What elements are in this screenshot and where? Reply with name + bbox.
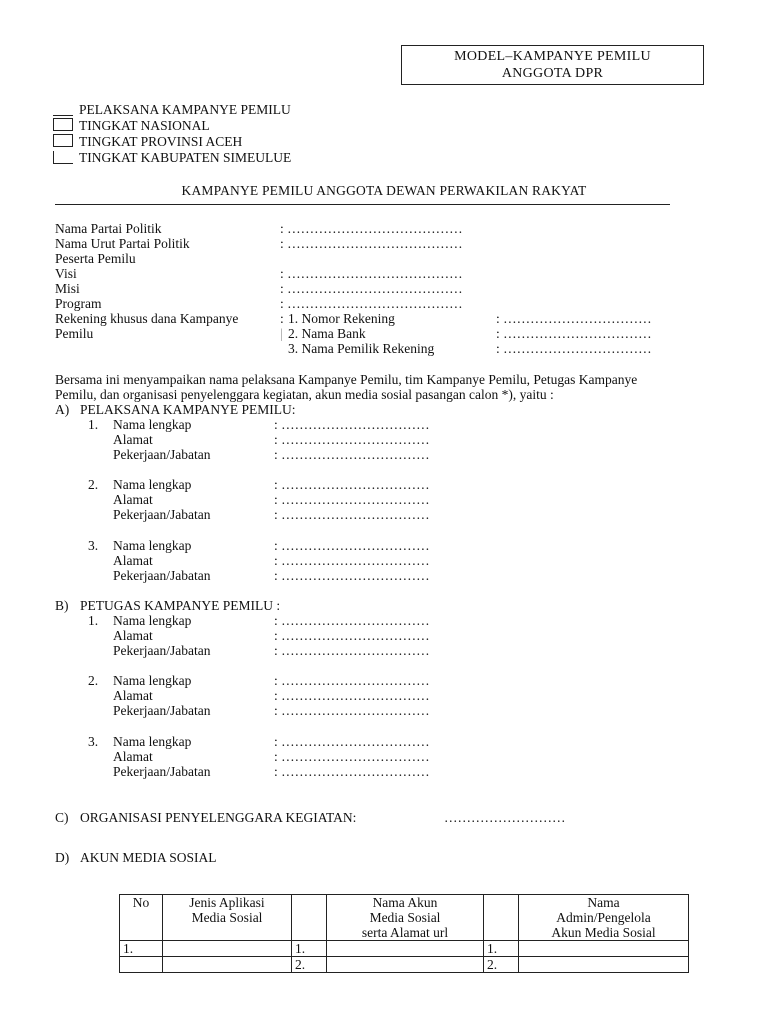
a3-label-pekerjaan: Pekerjaan/Jabatan: [113, 568, 211, 583]
field-visi[interactable]: : …………………………………: [280, 266, 463, 281]
header-no: No: [120, 895, 163, 941]
section-a-letter: A): [55, 402, 70, 417]
table-cell-input[interactable]: [519, 957, 689, 973]
a1-field-nama[interactable]: : ……………………………: [274, 417, 430, 432]
a3-field-pekerjaan[interactable]: : ……………………………: [274, 568, 430, 583]
a1-label-alamat: Alamat: [113, 432, 153, 447]
b3-label-pekerjaan: Pekerjaan/Jabatan: [113, 764, 211, 779]
table-row: [120, 941, 689, 957]
media-sosial-table: [119, 894, 689, 973]
table-cell: 1.: [120, 941, 163, 957]
table-cell-input[interactable]: [519, 941, 689, 957]
pelaksana-checkbox-header: [53, 103, 73, 116]
b1-field-pekerjaan[interactable]: : ……………………………: [274, 643, 430, 658]
table-cell-input[interactable]: [163, 941, 292, 957]
field-program[interactable]: : …………………………………: [280, 296, 463, 311]
checkbox-tingkat-nasional[interactable]: [53, 118, 73, 131]
model-box: [401, 45, 704, 85]
pelaksana-title: PELAKSANA KAMPANYE PEMILU: [79, 102, 291, 117]
a1-field-pekerjaan[interactable]: : ……………………………: [274, 447, 430, 462]
table-cell: 1.: [484, 941, 519, 957]
header-nama-akun: Nama Akun Media Sosial serta Alamat url: [327, 895, 484, 941]
b2-field-pekerjaan[interactable]: : ……………………………: [274, 703, 430, 718]
b3-field-pekerjaan[interactable]: : ……………………………: [274, 764, 430, 779]
a3-field-alamat[interactable]: : ……………………………: [274, 553, 430, 568]
header-blank-1: [292, 895, 327, 941]
intro-line-1: Bersama ini menyampaikan nama pelaksana Kampanye Pemilu, tim Kampanye Pemilu, Petugas Kampanye: [55, 372, 638, 387]
table-cell-input[interactable]: [327, 941, 484, 957]
table-row: [120, 957, 689, 973]
b2-label-pekerjaan: Pekerjaan/Jabatan: [113, 703, 211, 718]
model-title-line2: ANGGOTA DPR: [501, 66, 604, 81]
table-header-row: [120, 895, 689, 941]
a1-number: 1.: [88, 417, 99, 432]
b2-number: 2.: [88, 673, 99, 688]
b1-field-alamat[interactable]: : ……………………………: [274, 628, 430, 643]
a1-field-alamat[interactable]: : ……………………………: [274, 432, 430, 447]
a2-label-nama: Nama lengkap: [113, 477, 192, 492]
b1-label-pekerjaan: Pekerjaan/Jabatan: [113, 643, 211, 658]
a1-label-nama: Nama lengkap: [113, 417, 192, 432]
field-nama-pemilik[interactable]: : ……………………………: [496, 341, 652, 356]
label-visi: Visi: [55, 266, 77, 281]
b2-field-nama[interactable]: : ……………………………: [274, 673, 430, 688]
heading-rule: [55, 204, 670, 205]
table-cell: 2.: [484, 957, 519, 973]
section-d-letter: D): [55, 850, 70, 865]
label-nama-partai: Nama Partai Politik: [55, 221, 162, 236]
b2-label-alamat: Alamat: [113, 688, 153, 703]
label-tingkat-provinsi: TINGKAT PROVINSI ACEH: [79, 134, 243, 149]
a2-field-alamat[interactable]: : ……………………………: [274, 492, 430, 507]
b2-label-nama: Nama lengkap: [113, 673, 192, 688]
a2-number: 2.: [88, 477, 99, 492]
field-organisasi[interactable]: ………………………: [444, 810, 566, 825]
header-nama-admin: Nama Admin/Pengelola Akun Media Sosial: [519, 895, 689, 941]
checkbox-tingkat-kabupaten[interactable]: [53, 151, 73, 164]
b1-label-alamat: Alamat: [113, 628, 153, 643]
header-blank-2: [484, 895, 519, 941]
field-misi[interactable]: : …………………………………: [280, 281, 463, 296]
section-c-title: ORGANISASI PENYELENGGARA KEGIATAN:: [80, 810, 357, 825]
table-cell: 2.: [292, 957, 327, 973]
form-heading: KAMPANYE PEMILU ANGGOTA DEWAN PERWAKILAN RAKYAT: [181, 183, 587, 198]
b3-label-alamat: Alamat: [113, 749, 153, 764]
label-nomor-rekening: 1. Nomor Rekening: [288, 311, 395, 326]
label-nama-bank: 2. Nama Bank: [288, 326, 366, 341]
table-cell: [120, 957, 163, 973]
a2-field-pekerjaan[interactable]: : ……………………………: [274, 507, 430, 522]
a2-label-alamat: Alamat: [113, 492, 153, 507]
b1-field-nama[interactable]: : ……………………………: [274, 613, 430, 628]
field-nomor-rekening[interactable]: : ……………………………: [496, 311, 652, 326]
section-d-title: AKUN MEDIA SOSIAL: [80, 850, 217, 865]
field-nama-bank[interactable]: : ……………………………: [496, 326, 652, 341]
label-tingkat-nasional: TINGKAT NASIONAL: [79, 118, 210, 133]
field-nama-partai[interactable]: : …………………………………: [280, 221, 463, 236]
a1-label-pekerjaan: Pekerjaan/Jabatan: [113, 447, 211, 462]
b1-label-nama: Nama lengkap: [113, 613, 192, 628]
label-tingkat-kabupaten: TINGKAT KABUPATEN SIMEULUE: [79, 150, 292, 165]
intro-line-2: Pemilu, dan organisasi penyelenggara kegiatan, akun media sosial pasangan calon *), yaitu :: [55, 387, 554, 402]
label-nama-urut: Nama Urut Partai Politik: [55, 236, 190, 251]
b1-number: 1.: [88, 613, 99, 628]
section-c-letter: C): [55, 810, 69, 825]
b3-number: 3.: [88, 734, 99, 749]
rek-prefix-2: |: [280, 326, 283, 341]
label-program: Program: [55, 296, 102, 311]
b2-field-alamat[interactable]: : ……………………………: [274, 688, 430, 703]
b3-field-nama[interactable]: : ……………………………: [274, 734, 430, 749]
a2-field-nama[interactable]: : ……………………………: [274, 477, 430, 492]
label-rekening-2: Pemilu: [55, 326, 94, 341]
a3-label-nama: Nama lengkap: [113, 538, 192, 553]
label-misi: Misi: [55, 281, 80, 296]
section-a-title: PELAKSANA KAMPANYE PEMILU:: [80, 402, 296, 417]
label-rekening-1: Rekening khusus dana Kampanye: [55, 311, 239, 326]
section-b-title: PETUGAS KAMPANYE PEMILU :: [80, 598, 281, 613]
label-nama-pemilik: 3. Nama Pemilik Rekening: [288, 341, 435, 356]
a3-label-alamat: Alamat: [113, 553, 153, 568]
table-cell-input[interactable]: [327, 957, 484, 973]
label-peserta-pemilu: Peserta Pemilu: [55, 251, 136, 266]
rek-prefix-1: :: [280, 311, 284, 326]
b3-field-alamat[interactable]: : ……………………………: [274, 749, 430, 764]
table-cell-input[interactable]: [163, 957, 292, 973]
section-b-letter: B): [55, 598, 69, 613]
a2-label-pekerjaan: Pekerjaan/Jabatan: [113, 507, 211, 522]
field-nama-urut[interactable]: : …………………………………: [280, 236, 463, 251]
model-title-line1: MODEL–KAMPANYE PEMILU: [454, 49, 651, 64]
header-jenis-aplikasi: Jenis Aplikasi Media Sosial: [163, 895, 292, 941]
b3-label-nama: Nama lengkap: [113, 734, 192, 749]
a3-number: 3.: [88, 538, 99, 553]
table-cell: 1.: [292, 941, 327, 957]
checkbox-tingkat-provinsi[interactable]: [53, 134, 73, 147]
a3-field-nama[interactable]: : ……………………………: [274, 538, 430, 553]
